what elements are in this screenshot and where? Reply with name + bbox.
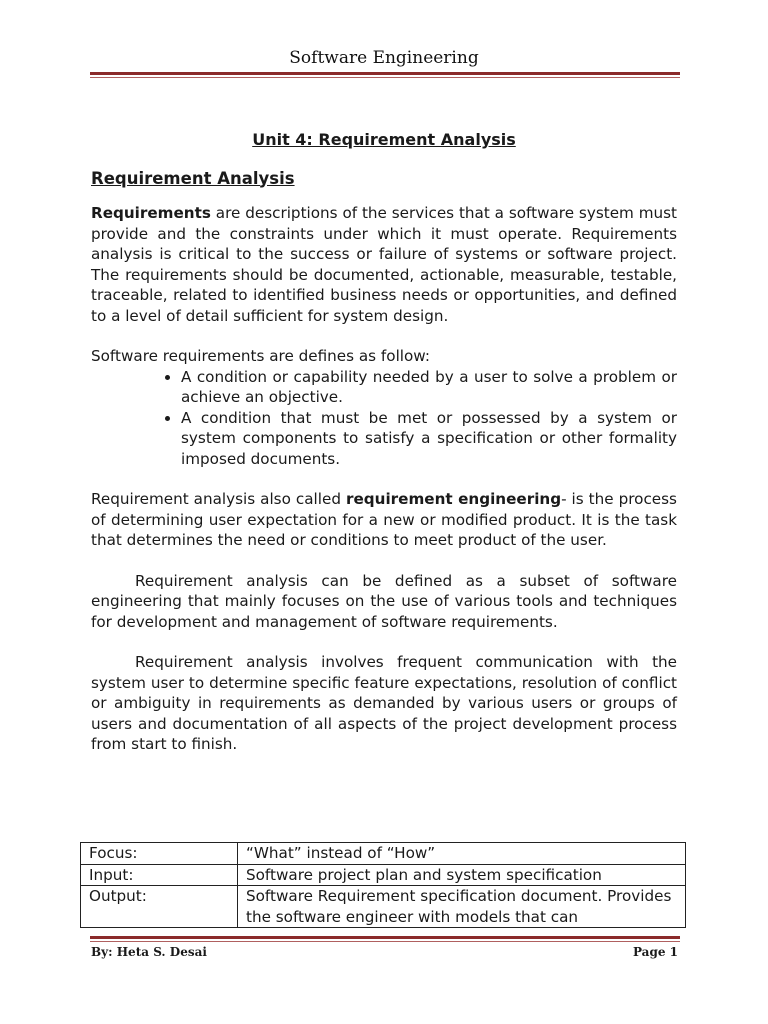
paragraph-text: - is the process of determining user expectation for a new or modified product. It is the task that determines the need or conditions to meet product of the user. xyxy=(91,490,677,549)
defines-intro: Software requirements are defines as follow: xyxy=(91,347,431,365)
term-requirement-engineering: requirement engineering xyxy=(345,490,562,508)
table-cell-key: Output: xyxy=(81,886,238,928)
list-item: • A condition or capability needed by a user to solve a problem or achieve an objective. xyxy=(181,367,677,408)
list-item: • A condition that must be met or possessed by a system or system components to satisfy a specification or other formality imposed documents. xyxy=(181,408,677,470)
table-cell-value: Software project plan and system specification xyxy=(238,864,686,886)
document-body xyxy=(91,130,677,755)
paragraph-text: Requirement analysis also called xyxy=(91,490,346,508)
header-rule-thin xyxy=(90,77,680,78)
unit-title: Unit 4: Requirement Analysis xyxy=(252,130,516,149)
paragraph-text: are descriptions of the services that a software system must provide and the constraints under which it must operate. Requirements analysis is critical to the success or failure of systems or software project. The requirements should be documented, actionable, measurable, testable, traceable, related to identified business needs or opportunities, and defined to a level of detail sufficient for system design. xyxy=(91,204,677,325)
term-requirements: Requirements xyxy=(91,204,211,222)
paragraph-communication: Requirement analysis involves frequent communication with the system user to determine specific feature expectations, resolution of conflict or ambiguity in requirements as demanded by various users or groups of users and documentation of all aspects of the project development process from start to finish. xyxy=(91,653,677,753)
footer-rule xyxy=(90,936,680,939)
table-row xyxy=(81,864,686,886)
footer-author: By: Heta S. Desai xyxy=(91,945,207,959)
table-cell-value: “What” instead of “How” xyxy=(238,843,686,865)
paragraph-requirements-definition xyxy=(91,203,677,326)
definition-list xyxy=(91,367,677,470)
table-cell-value: Software Requirement specification document. Provides the software engineer with models that can xyxy=(238,886,686,928)
footer-rule-thin xyxy=(90,941,680,942)
table-row xyxy=(81,843,686,865)
focus-input-output-table xyxy=(80,842,686,928)
table-cell-key: Input: xyxy=(81,864,238,886)
page-header-title: Software Engineering xyxy=(289,48,479,68)
header-rule xyxy=(90,72,680,75)
table-row xyxy=(81,886,686,928)
footer-page-number: Page 1 xyxy=(632,945,678,959)
paragraph-subset: Requirement analysis can be defined as a subset of software engineering that mainly focuses on the use of various tools and techniques for development and management of software requirements. xyxy=(91,571,677,631)
section-title: Requirement Analysis xyxy=(91,168,295,188)
paragraph-requirement-engineering xyxy=(91,489,677,551)
table-cell-key: Focus: xyxy=(81,843,238,865)
